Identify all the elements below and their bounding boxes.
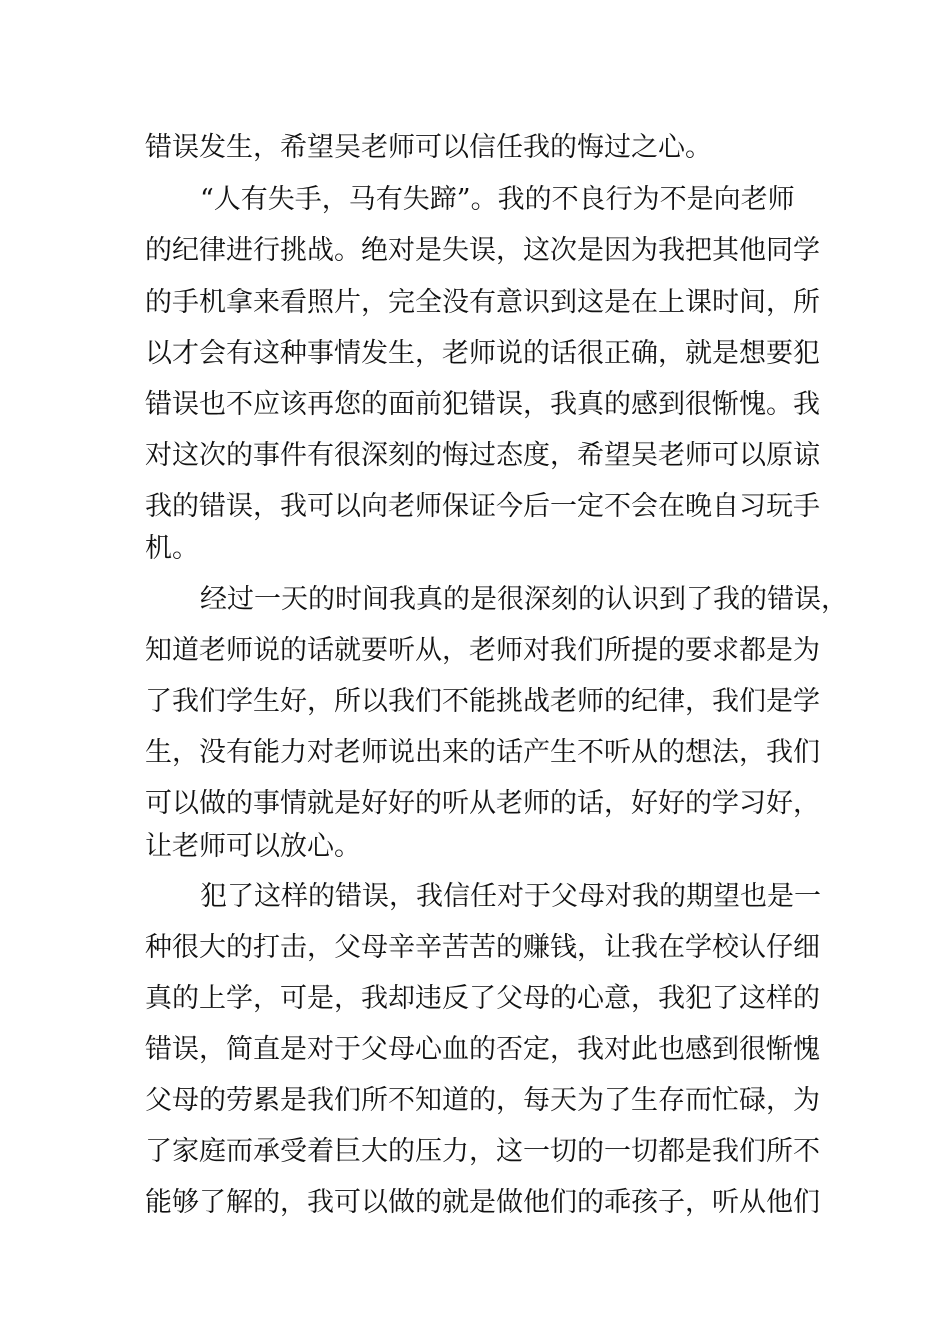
text-line: 了我们学生好，所以我们不能挑战老师的纪律，我们是学 [145, 686, 820, 717]
text-line: 种很大的打击，父母辛辛苦苦的赚钱，让我在学校认仔细 [145, 932, 820, 963]
text-line: 错误也不应该再您的面前犯错误，我真的感到很惭愧。我 [145, 389, 820, 420]
text-line: 犯了这样的错误，我信任对于父母对我的期望也是一 [200, 881, 821, 912]
text-line: 的手机拿来看照片，完全没有意识到这是在上课时间，所 [145, 287, 820, 318]
text-line: 以才会有这种事情发生，老师说的话很正确，就是想要犯 [145, 338, 820, 369]
text-line: “人有失手，马有失蹄”。我的不良行为不是向老师 [200, 184, 795, 215]
text-line: 了家庭而承受着巨大的压力，这一切的一切都是我们所不 [145, 1136, 820, 1167]
text-line: 对这次的事件有很深刻的悔过态度，希望吴老师可以原谅 [145, 440, 820, 471]
text-line: 真的上学，可是，我却违反了父母的心意，我犯了这样的 [145, 983, 820, 1014]
text-line: 经过一天的时间我真的是很深刻的认识到了我的错误， [200, 584, 848, 615]
text-line: 知道老师说的话就要听从，老师对我们所提的要求都是为 [145, 635, 820, 666]
text-line: 父母的劳累是我们所不知道的，每天为了生存而忙碌，为 [145, 1085, 820, 1116]
text-line: 让老师可以放心。 [145, 831, 361, 862]
text-line: 我的错误，我可以向老师保证今后一定不会在晚自习玩手 [145, 491, 820, 522]
text-line: 错误，简直是对于父母心血的否定，我对此也感到很惭愧 [145, 1034, 820, 1065]
text-line: 机。 [145, 533, 199, 564]
text-line: 生，没有能力对老师说出来的话产生不听从的想法，我们 [145, 737, 820, 768]
text-line: 错误发生，希望吴老师可以信任我的悔过之心。 [145, 132, 712, 163]
text-line: 能够了解的，我可以做的就是做他们的乖孩子，听从他们 [145, 1187, 820, 1218]
text-line: 的纪律进行挑战。绝对是失误，这次是因为我把其他同学 [145, 235, 820, 266]
text-line: 可以做的事情就是好好的听从老师的话，好好的学习好， [145, 788, 820, 819]
